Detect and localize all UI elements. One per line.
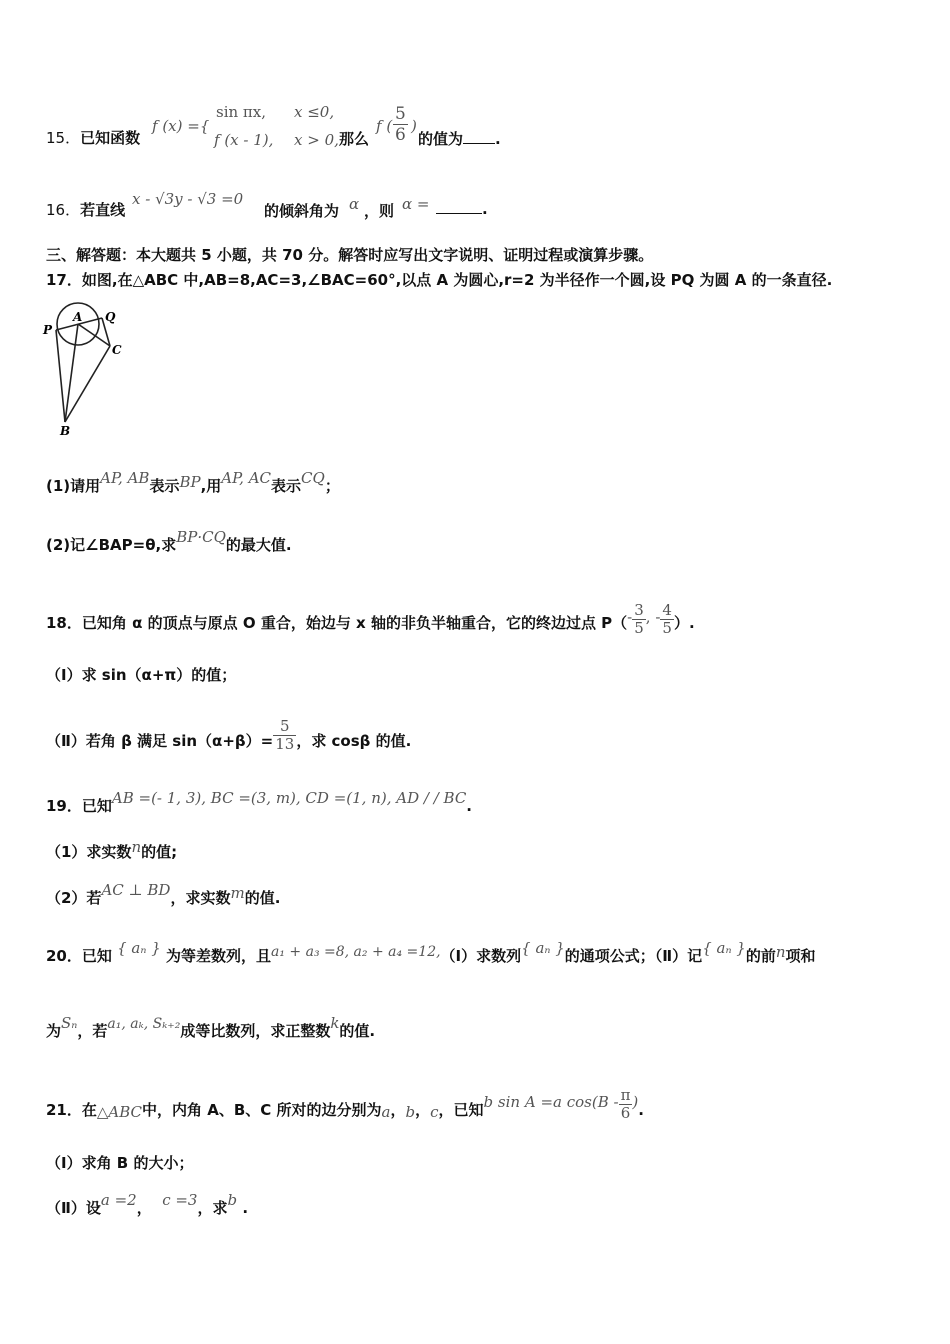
q15-cond2: x > 0,	[294, 131, 339, 149]
q18-frac-2: $\frac{4}{5}$	[662, 601, 672, 637]
q19-vectors: AB =(- 1, 3), BC =(3, m), CD =(1, n), AD / / BC	[111, 789, 467, 807]
q15-text: 已知函数	[80, 129, 141, 147]
q15-cond1: x ≤0,	[294, 103, 335, 121]
q16-alpha-eq: α =	[402, 195, 430, 213]
q17-vec-ap-ac: AP, AC	[221, 469, 272, 487]
q20-terms: a₁, aₖ, Sₖ₊₂	[107, 1016, 181, 1032]
q15-frac-den: 6	[395, 125, 406, 145]
q15-blank[interactable]	[463, 143, 495, 144]
segment-bc	[65, 346, 110, 422]
q15-line	[46, 128, 140, 148]
q16-line	[46, 200, 125, 220]
q17-dot-product: BP·CQ	[176, 528, 226, 546]
q17-vec-cq: CQ	[301, 469, 325, 487]
q21-part1: （Ⅰ）求角 B 的大小；	[46, 1154, 194, 1172]
q20-condition: a₁ + a₃ =8, a₂ + a₄ =12,	[271, 944, 441, 960]
q16-answer: .	[436, 200, 488, 218]
q16-equation: x - √3y - √3 =0	[132, 190, 244, 208]
q18-part2: （Ⅱ）若角 β 满足 sin（α+β）= $\frac{5}{13}$ ，求 cosβ 的值.	[46, 717, 412, 753]
q19-perp: AC ⊥ BD	[101, 881, 171, 899]
q21-frac: $\frac{\pi}{6}$	[620, 1086, 631, 1122]
q16-alpha: α	[349, 195, 360, 213]
q16-blank[interactable]	[436, 213, 482, 214]
label-c: C	[112, 343, 122, 357]
q17-part1: (1)请用AP, AB表示BP,用AP, AC表示CQ；	[46, 469, 340, 495]
q15-fraction	[393, 104, 408, 145]
q16-number: 16．	[46, 201, 81, 219]
q18-frac-1: $\frac{3}{5}$	[634, 601, 644, 637]
q21-part2: （Ⅱ）设a =2， c =3，求b .	[46, 1191, 249, 1217]
q17-vec-bp: BP	[179, 473, 201, 491]
segment-bp	[56, 330, 65, 422]
q20-line2: 为Sₙ，若a₁, aₖ, Sₖ₊₂成等比数列，求正整数k的值.	[46, 1014, 376, 1040]
q15-frac-num: 5	[395, 104, 406, 124]
q15-fx: f (x) ={	[152, 117, 210, 135]
q17-vec-ap-ab: AP, AB	[100, 469, 150, 487]
q18-stem: 18．已知角 α 的顶点与原点 O 重合，始边与 x 轴的非负半轴重合，它的终边过点 P（- $\frac{3}{5}$ , - $\frac{4}{5}$ ）.	[46, 601, 695, 637]
q15-case2: f (x - 1),	[214, 131, 274, 149]
q18-part1: （Ⅰ）求 sin（α+π）的值；	[46, 666, 237, 684]
q20-line1: 20．已知 { aₙ } 为等差数列，且a₁ + a₃ =8, a₂ + a₄ =12,（Ⅰ）求数列{ aₙ }的通项公式；（Ⅱ）记{ aₙ }的前n项和	[46, 939, 816, 965]
q17-figure	[40, 300, 140, 440]
q19-part2: （2）若AC ⊥ BD，求实数m的值.	[46, 881, 281, 907]
q20-sn: Sₙ	[61, 1014, 78, 1032]
q15-text-2: 那么	[339, 130, 370, 148]
q21-stem: 21．在△ABC中，内角 A、B、C 所对的边分别为a，b，c，已知b sin A =a cos(B - $\frac{\pi}{6}$ ).	[46, 1086, 644, 1122]
q15-f: f (	[376, 117, 393, 135]
label-a: A	[73, 310, 83, 324]
q16-text-2: 的倾斜角为	[264, 202, 340, 220]
q20-sequence: { aₙ }	[117, 939, 161, 957]
q15-number: 15．	[46, 129, 81, 147]
q15-fclose: )	[411, 117, 417, 135]
section-3-heading: 三、解答题：本大题共 5 小题，共 70 分。解答时应写出文字说明、证明过程或演算步骤。	[46, 246, 654, 264]
q17-stem: 17．如图,在△ABC 中,AB=8,AC=3,∠BAC=60°,以点 A 为圆心,r=2 为半径作一个圆,设 PQ 为圆 A 的一条直径.	[46, 271, 833, 289]
q21-equation: b sin A =a cos(B -	[483, 1093, 619, 1111]
q19-stem: 19．已知AB =(- 1, 3), BC =(3, m), CD =(1, n), AD / / BC.	[46, 789, 472, 815]
q15-text-3: 的值为 .	[418, 130, 501, 148]
label-q: Q	[105, 310, 116, 324]
q16-text: 若直线	[80, 201, 126, 219]
q15-case1: sin πx,	[216, 103, 267, 121]
q21-triangle: △ABC	[96, 1103, 143, 1121]
segment-ab	[65, 324, 78, 422]
label-b: B	[60, 424, 71, 438]
label-p: P	[43, 323, 53, 337]
q17-part2: (2)记∠BAP=θ,求BP·CQ的最大值.	[46, 528, 292, 554]
q19-part1: （1）求实数n的值;	[46, 838, 178, 861]
q16-text-3: ，则	[364, 202, 395, 220]
q18-frac-3: $\frac{5}{13}$	[275, 717, 295, 753]
